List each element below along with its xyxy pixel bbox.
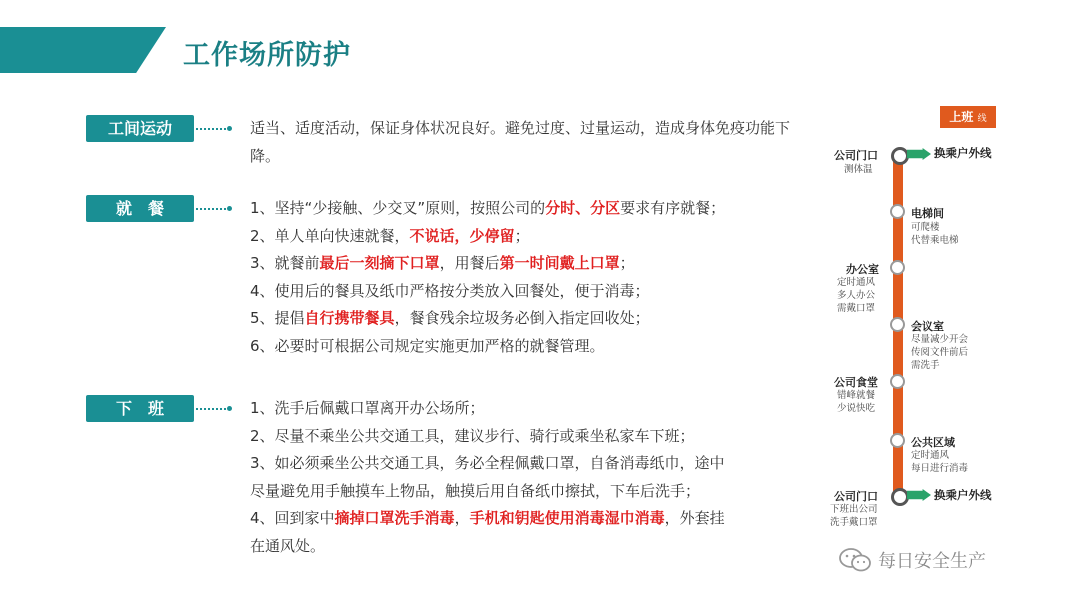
stop-note: 尽量减少开会 bbox=[911, 334, 969, 345]
stop-note: 需戴口罩 bbox=[837, 303, 876, 314]
dining-text bbox=[250, 195, 825, 360]
route-stop-marker bbox=[890, 204, 905, 219]
highlight: 摘掉口罩洗手消毒 bbox=[334, 509, 455, 527]
stop-note: 每日进行消毒 bbox=[911, 463, 969, 474]
highlight: 手机和钥匙使用消毒湿巾消毒 bbox=[469, 509, 665, 527]
exercise-text bbox=[250, 115, 825, 170]
stop-note: 代替乘电梯 bbox=[911, 235, 959, 246]
connector-dots bbox=[196, 408, 230, 410]
watermark-text: 每日安全生产 bbox=[878, 551, 986, 572]
section-tag-exercise: 工间运动 bbox=[86, 115, 194, 142]
text-line: 降。 bbox=[250, 146, 281, 165]
text-line: 3、如必须乘坐公共交通工具，务必全程佩戴口罩，自备消毒纸巾，途中 bbox=[250, 454, 725, 472]
text-line: 6、必要时可根据公司规定实施更加严格的就餐管理。 bbox=[250, 336, 605, 355]
text-line: 2、单人单向快速就餐，不说话，少停留； bbox=[250, 226, 530, 245]
text-line: 1、洗手后佩戴口罩离开办公场所； bbox=[250, 399, 485, 417]
route-badge: 上班 线 bbox=[940, 106, 996, 128]
stop-note: 多人办公 bbox=[837, 290, 876, 301]
text-line: 3、就餐前最后一刻摘下口罩，用餐后第一时间戴上口罩； bbox=[250, 254, 635, 272]
header-band bbox=[0, 27, 166, 73]
connector-dots bbox=[196, 208, 230, 210]
stop-note: 定时通风 bbox=[837, 277, 876, 288]
stop-note: 洗手戴口罩 bbox=[830, 517, 878, 528]
route-stop-marker bbox=[890, 374, 905, 389]
page-title: 工作场所防护 bbox=[183, 40, 351, 71]
stop-name: 公司门口 bbox=[834, 149, 878, 162]
section-tag-offwork: 下 班 bbox=[86, 395, 194, 422]
bullet bbox=[227, 126, 232, 131]
stop-note: 测体温 bbox=[844, 164, 873, 175]
text-line: 1、坚持“少接触、少交叉”原则，按照公司的分时、分区要求有序就餐； bbox=[250, 199, 726, 217]
stop-name: 公司食堂 bbox=[834, 376, 878, 389]
text-line: 4、回到家中摘掉口罩洗手消毒，手机和钥匙使用消毒湿巾消毒，外套挂 bbox=[250, 509, 725, 527]
stop-note: 少说快吃 bbox=[837, 403, 876, 414]
stop-note: 错峰就餐 bbox=[837, 390, 876, 401]
highlight: 分时、分区 bbox=[545, 199, 621, 217]
route-stop-marker bbox=[891, 147, 909, 165]
route-stop-marker bbox=[890, 317, 905, 332]
offwork-text bbox=[250, 395, 825, 560]
stop-name: 办公室 bbox=[846, 263, 879, 276]
stop-note: 下班出公司 bbox=[830, 504, 878, 515]
wechat-icon bbox=[838, 547, 872, 573]
highlight: 第一时间戴上口罩 bbox=[499, 254, 620, 272]
bullet bbox=[227, 406, 232, 411]
connector-dots bbox=[196, 128, 230, 130]
stop-note: 可爬楼 bbox=[911, 222, 940, 233]
route-stop-marker bbox=[890, 260, 905, 275]
highlight: 不说话，少停留 bbox=[409, 226, 515, 245]
stop-note: 传阅文件前后 bbox=[911, 347, 969, 358]
transfer-arrow-icon bbox=[907, 489, 931, 501]
highlight: 自行携带餐具 bbox=[304, 309, 395, 327]
stop-note: 定时通风 bbox=[911, 450, 950, 461]
stop-name: 电梯间 bbox=[911, 207, 944, 220]
section-tag-dining: 就 餐 bbox=[86, 195, 194, 222]
text-line: 适当、适度活动，保证身体状况良好。避免过度、过量运动，造成身体免疫功能下 bbox=[250, 119, 791, 137]
text-line: 5、提倡自行携带餐具，餐食残余垃圾务必倒入指定回收处； bbox=[250, 309, 650, 327]
stop-name: 会议室 bbox=[911, 320, 944, 333]
stop-name: 公司门口 bbox=[834, 490, 878, 503]
stop-note: 需洗手 bbox=[911, 360, 940, 371]
transfer-label: 换乘户外线 bbox=[934, 146, 992, 160]
transfer-arrow-icon bbox=[907, 148, 931, 160]
route-stop-marker bbox=[890, 433, 905, 448]
highlight: 最后一刻摘下口罩 bbox=[319, 254, 440, 272]
route-stop-marker bbox=[891, 488, 909, 506]
text-line: 4、使用后的餐具及纸巾严格按分类放入回餐处，便于消毒； bbox=[250, 281, 650, 300]
bullet bbox=[227, 206, 232, 211]
stop-name: 公共区域 bbox=[911, 436, 955, 449]
text-line: 在通风处。 bbox=[250, 536, 326, 555]
text-line: 2、尽量不乘坐公共交通工具，建议步行、骑行或乘坐私家车下班； bbox=[250, 426, 695, 445]
text-line: 尽量避免用手触摸车上物品，触摸后用自备纸巾擦拭，下车后洗手； bbox=[250, 481, 701, 500]
transfer-label: 换乘户外线 bbox=[934, 488, 992, 502]
